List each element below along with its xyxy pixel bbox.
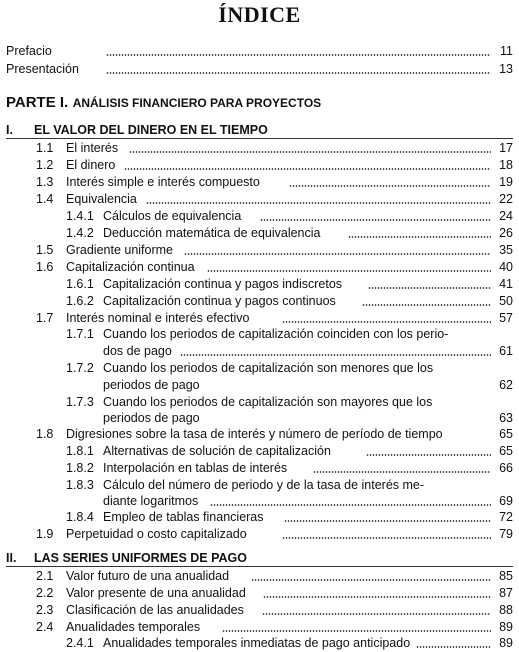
entry-label: Digresiones sobre la tasa de interés y número de período de tiempo [66, 427, 443, 441]
entry-page: 89 [499, 636, 513, 650]
entry-page: 72 [499, 510, 513, 524]
entry-number: 1.1 [36, 141, 54, 155]
entry-page: 17 [499, 141, 513, 155]
entry-page: 26 [499, 226, 513, 240]
toc-entry[interactable] [0, 156, 519, 174]
chapter-number: I. [6, 123, 13, 137]
entry-number: 1.7 [36, 311, 54, 325]
entry-number: 2.3 [36, 603, 54, 617]
toc-entry-continuation[interactable] [0, 376, 519, 394]
entry-number: 1.4.1 [66, 209, 94, 223]
entry-page: 85 [499, 569, 513, 583]
entry-number: 1.4.2 [66, 226, 94, 240]
entry-label: Interés nominal e interés efectivo [66, 311, 250, 325]
entry-label: Prefacio [6, 44, 52, 58]
chapter-number: II. [6, 551, 17, 565]
leader-dots [124, 168, 491, 170]
entry-page: 88 [499, 603, 513, 617]
leader-dots [106, 54, 491, 56]
entry-page: 35 [499, 243, 513, 257]
entry-number: 1.3 [36, 175, 54, 189]
entry-number: 1.9 [36, 527, 54, 541]
leader-dots [184, 253, 491, 255]
toc-entry[interactable] [0, 634, 519, 652]
entry-label-continuation: periodos de pago [103, 411, 200, 425]
leader-dots [251, 579, 491, 581]
entry-page: 13 [499, 62, 513, 76]
entry-label: Anualidades temporales inmediatas de pago anticipado [103, 636, 411, 650]
entry-number: 2.1 [36, 569, 54, 583]
chapter-title: EL VALOR DEL DINERO EN EL TIEMPO [34, 123, 268, 137]
entry-number: 1.8.4 [66, 510, 94, 524]
entry-page: 50 [499, 294, 513, 308]
leader-dots [260, 219, 491, 221]
leader-dots [263, 596, 491, 598]
leader-dots [284, 520, 491, 522]
entry-label: Alternativas de solución de capitalización [103, 444, 331, 458]
entry-number: 1.4 [36, 192, 54, 206]
toc-entry[interactable] [0, 173, 519, 191]
toc-entry-continuation[interactable] [0, 342, 519, 360]
entry-page: 62 [499, 378, 513, 392]
entry-page: 69 [499, 494, 513, 508]
entry-page: 66 [499, 461, 513, 475]
leader-dots [366, 454, 491, 456]
part-heading [6, 94, 321, 112]
entry-page: 61 [499, 344, 513, 358]
entry-label: Cálculo del número de periodo y de la tasa de interés me- [103, 478, 425, 492]
toc-entry[interactable] [0, 292, 519, 310]
toc-entry[interactable] [0, 139, 519, 157]
toc-entry-presentacion[interactable] [0, 60, 519, 78]
entry-number: 2.4 [36, 620, 54, 634]
entry-label: Capitalización continua y pagos indiscretos [103, 277, 343, 291]
entry-number: 2.2 [36, 586, 54, 600]
entry-label: Capitalización continua y pagos continuos [103, 294, 336, 308]
leader-dots [262, 613, 491, 615]
entry-number: 1.5 [36, 243, 54, 257]
leader-dots [416, 646, 491, 648]
chapter-heading-1[interactable] [0, 121, 519, 139]
toc-entry[interactable] [0, 207, 519, 225]
toc-entry[interactable] [0, 442, 519, 460]
leader-dots [129, 151, 491, 153]
entry-page: 65 [499, 444, 513, 458]
leader-dots [282, 537, 491, 539]
leader-dots [368, 287, 491, 289]
entry-number: 1.7.1 [66, 327, 94, 341]
leader-dots [106, 72, 491, 74]
entry-page: 79 [499, 527, 513, 541]
entry-number: 1.7.2 [66, 361, 94, 375]
entry-label: Cuando los periodos de capitalización son menores que los [103, 361, 434, 375]
toc-entry[interactable] [0, 359, 519, 377]
entry-number: 1.6.2 [66, 294, 94, 308]
toc-entry[interactable] [0, 190, 519, 208]
entry-label-continuation: diante logaritmos [103, 494, 199, 508]
toc-entry[interactable] [0, 258, 519, 276]
entry-label: Valor presente de una anualidad [66, 586, 246, 600]
leader-dots [207, 270, 491, 272]
entry-label: Cálculos de equivalencia [103, 209, 242, 223]
entry-label: Perpetuidad o costo capitalizado [66, 527, 247, 541]
entry-number: 1.6.1 [66, 277, 94, 291]
toc-entry[interactable] [0, 508, 519, 526]
entry-label: Cuando los periodos de capitalización son mayores que los [103, 395, 433, 409]
entry-page: 11 [500, 44, 513, 58]
entry-label: El dinero [66, 158, 116, 172]
toc-entry[interactable] [0, 601, 519, 619]
entry-page: 40 [499, 260, 513, 274]
entry-page: 41 [499, 277, 513, 291]
toc-entry[interactable] [0, 525, 519, 543]
entry-label: Anualidades temporales [66, 620, 201, 634]
entry-page: 18 [499, 158, 513, 172]
entry-label-continuation: periodos de pago [103, 378, 200, 392]
entry-page: 24 [499, 209, 513, 223]
entry-number: 1.6 [36, 260, 54, 274]
toc-entry[interactable] [0, 584, 519, 602]
leader-dots [362, 304, 491, 306]
entry-label: Empleo de tablas financieras [103, 510, 264, 524]
entry-number: 2.4.1 [66, 636, 94, 650]
chapter-title: LAS SERIES UNIFORMES DE PAGO [34, 551, 247, 565]
entry-number: 1.2 [36, 158, 54, 172]
entry-page: 89 [499, 620, 513, 634]
entry-label: Cuando los periodos de capitalización coinciden con los perio- [103, 327, 449, 341]
page-title: ÍNDICE [218, 2, 301, 27]
entry-label: Deducción matemática de equivalencia [103, 226, 321, 240]
leader-dots [222, 630, 491, 632]
entry-page: 87 [499, 586, 513, 600]
entry-page: 57 [499, 311, 513, 325]
leader-dots [180, 354, 491, 356]
entry-label: Presentación [6, 62, 79, 76]
entry-page: 19 [499, 175, 513, 189]
entry-number: 1.8.2 [66, 461, 94, 475]
leader-dots [313, 471, 491, 473]
entry-label: Gradiente uniforme [66, 243, 174, 257]
entry-label: Clasificación de las anualidades [66, 603, 244, 617]
leader-dots [146, 202, 491, 204]
part-prefix: PARTE I. [6, 94, 69, 111]
leader-dots [282, 321, 491, 323]
leader-dots [289, 185, 491, 187]
entry-label-continuation: dos de pago [103, 344, 172, 358]
toc-entry[interactable] [0, 567, 519, 585]
toc-entry[interactable] [0, 425, 519, 443]
entry-page: 22 [499, 192, 513, 206]
entry-label: Equivalencia [66, 192, 137, 206]
entry-label: El interés [66, 141, 119, 155]
toc-entry[interactable] [0, 224, 519, 242]
entry-label: Capitalización continua [66, 260, 195, 274]
toc-entry[interactable] [0, 275, 519, 293]
entry-label: Interés simple e interés compuesto [66, 175, 260, 189]
toc-entry[interactable] [0, 241, 519, 259]
entry-label: Valor futuro de una anualidad [66, 569, 230, 583]
entry-number: 1.7.3 [66, 395, 94, 409]
leader-dots [348, 236, 491, 238]
toc-entry[interactable] [0, 325, 519, 343]
chapter-heading-2[interactable] [0, 549, 519, 567]
part-title: ANÁLISIS FINANCIERO PARA PROYECTOS [72, 96, 322, 110]
toc-entry[interactable] [0, 459, 519, 477]
entry-number: 1.8.1 [66, 444, 94, 458]
entry-page: 65 [499, 427, 513, 441]
leader-dots [210, 504, 491, 506]
entry-number: 1.8.3 [66, 478, 94, 492]
toc-entry-prefacio[interactable] [0, 42, 519, 60]
entry-number: 1.8 [36, 427, 54, 441]
entry-page: 63 [499, 411, 513, 425]
entry-label: Interpolación en tablas de interés [103, 461, 288, 475]
